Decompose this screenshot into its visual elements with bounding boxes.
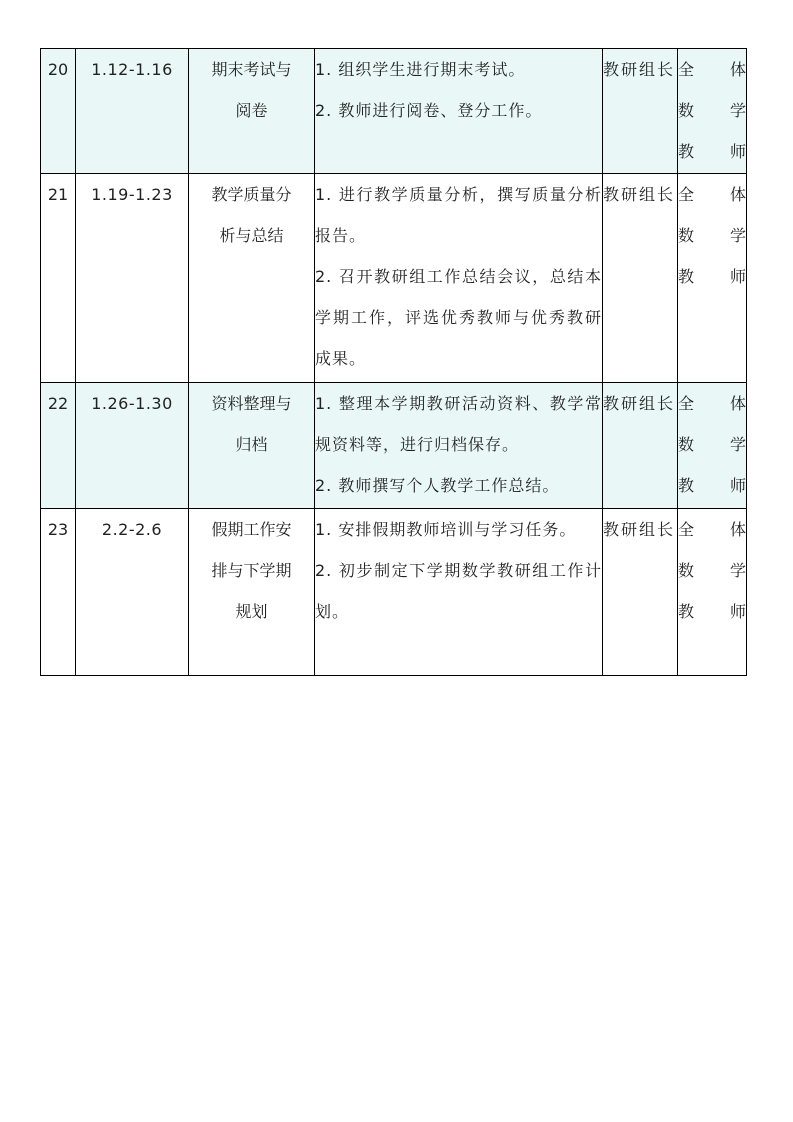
content-item: 2. 教师进行阅卷、登分工作。 xyxy=(315,101,543,120)
table-row xyxy=(41,383,747,509)
responsible-cell: 教研组长 xyxy=(603,49,678,174)
topic-line: 假期工作安 xyxy=(211,520,292,539)
content-cell xyxy=(315,174,603,383)
topic-line: 归档 xyxy=(235,435,268,454)
content-item: 2. 初步制定下学期数学教研组工作计划。 xyxy=(315,561,602,621)
participants-line: 教师 xyxy=(678,476,746,495)
responsible-cell: 教研组长 xyxy=(603,383,678,509)
participants-line: 数 学 xyxy=(678,226,746,245)
topic-line: 教学质量分 xyxy=(211,185,292,204)
content-cell xyxy=(315,383,603,509)
week-range: 1.26-1.30 xyxy=(76,383,189,509)
topic-line: 阅卷 xyxy=(235,101,268,120)
responsible-cell: 教研组长 xyxy=(603,509,678,676)
participants-line: 全 体 xyxy=(678,185,746,204)
participants-line: 数 学 xyxy=(678,101,746,120)
participants-line: 教师 xyxy=(678,267,746,286)
topic-line: 资料整理与 xyxy=(211,394,292,413)
content-item: 2. 召开教研组工作总结会议，总结本学期工作，评选优秀教师与优秀教研成果。 xyxy=(315,267,602,368)
week-range: 1.12-1.16 xyxy=(76,49,189,174)
participants-line: 全 体 xyxy=(678,520,746,539)
topic-line: 规划 xyxy=(235,602,268,621)
participants-cell xyxy=(678,174,747,383)
participants-line: 教师 xyxy=(678,602,746,621)
table-row xyxy=(41,509,747,676)
topic-line: 期末考试与 xyxy=(211,60,292,79)
topic-cell xyxy=(189,383,315,509)
topic-cell xyxy=(189,49,315,174)
content-cell xyxy=(315,49,603,174)
content-item: 1. 安排假期教师培训与学习任务。 xyxy=(315,520,577,539)
participants-line: 全 体 xyxy=(678,60,746,79)
row-index: 20 xyxy=(41,49,76,174)
responsible-cell: 教研组长 xyxy=(603,174,678,383)
participants-line: 全 体 xyxy=(678,394,746,413)
content-item: 1. 整理本学期教研活动资料、教学常规资料等，进行归档保存。 xyxy=(315,394,602,454)
content-cell xyxy=(315,509,603,676)
participants-cell xyxy=(678,49,747,174)
table-row xyxy=(41,174,747,383)
content-item: 1. 进行教学质量分析，撰写质量分析报告。 xyxy=(315,185,602,245)
topic-line: 析与总结 xyxy=(219,226,284,245)
participants-line: 数 学 xyxy=(678,435,746,454)
content-item: 2. 教师撰写个人教学工作总结。 xyxy=(315,476,560,495)
week-range: 2.2-2.6 xyxy=(76,509,189,676)
content-item: 1. 组织学生进行期末考试。 xyxy=(315,60,526,79)
participants-cell xyxy=(678,509,747,676)
row-index: 21 xyxy=(41,174,76,383)
topic-line: 排与下学期 xyxy=(211,561,292,580)
participants-line: 教师 xyxy=(678,142,746,161)
participants-line: 数 学 xyxy=(678,561,746,580)
participants-cell xyxy=(678,383,747,509)
row-index: 23 xyxy=(41,509,76,676)
work-plan-table xyxy=(40,48,747,676)
table-row xyxy=(41,49,747,174)
row-index: 22 xyxy=(41,383,76,509)
topic-cell xyxy=(189,509,315,676)
week-range: 1.19-1.23 xyxy=(76,174,189,383)
topic-cell xyxy=(189,174,315,383)
